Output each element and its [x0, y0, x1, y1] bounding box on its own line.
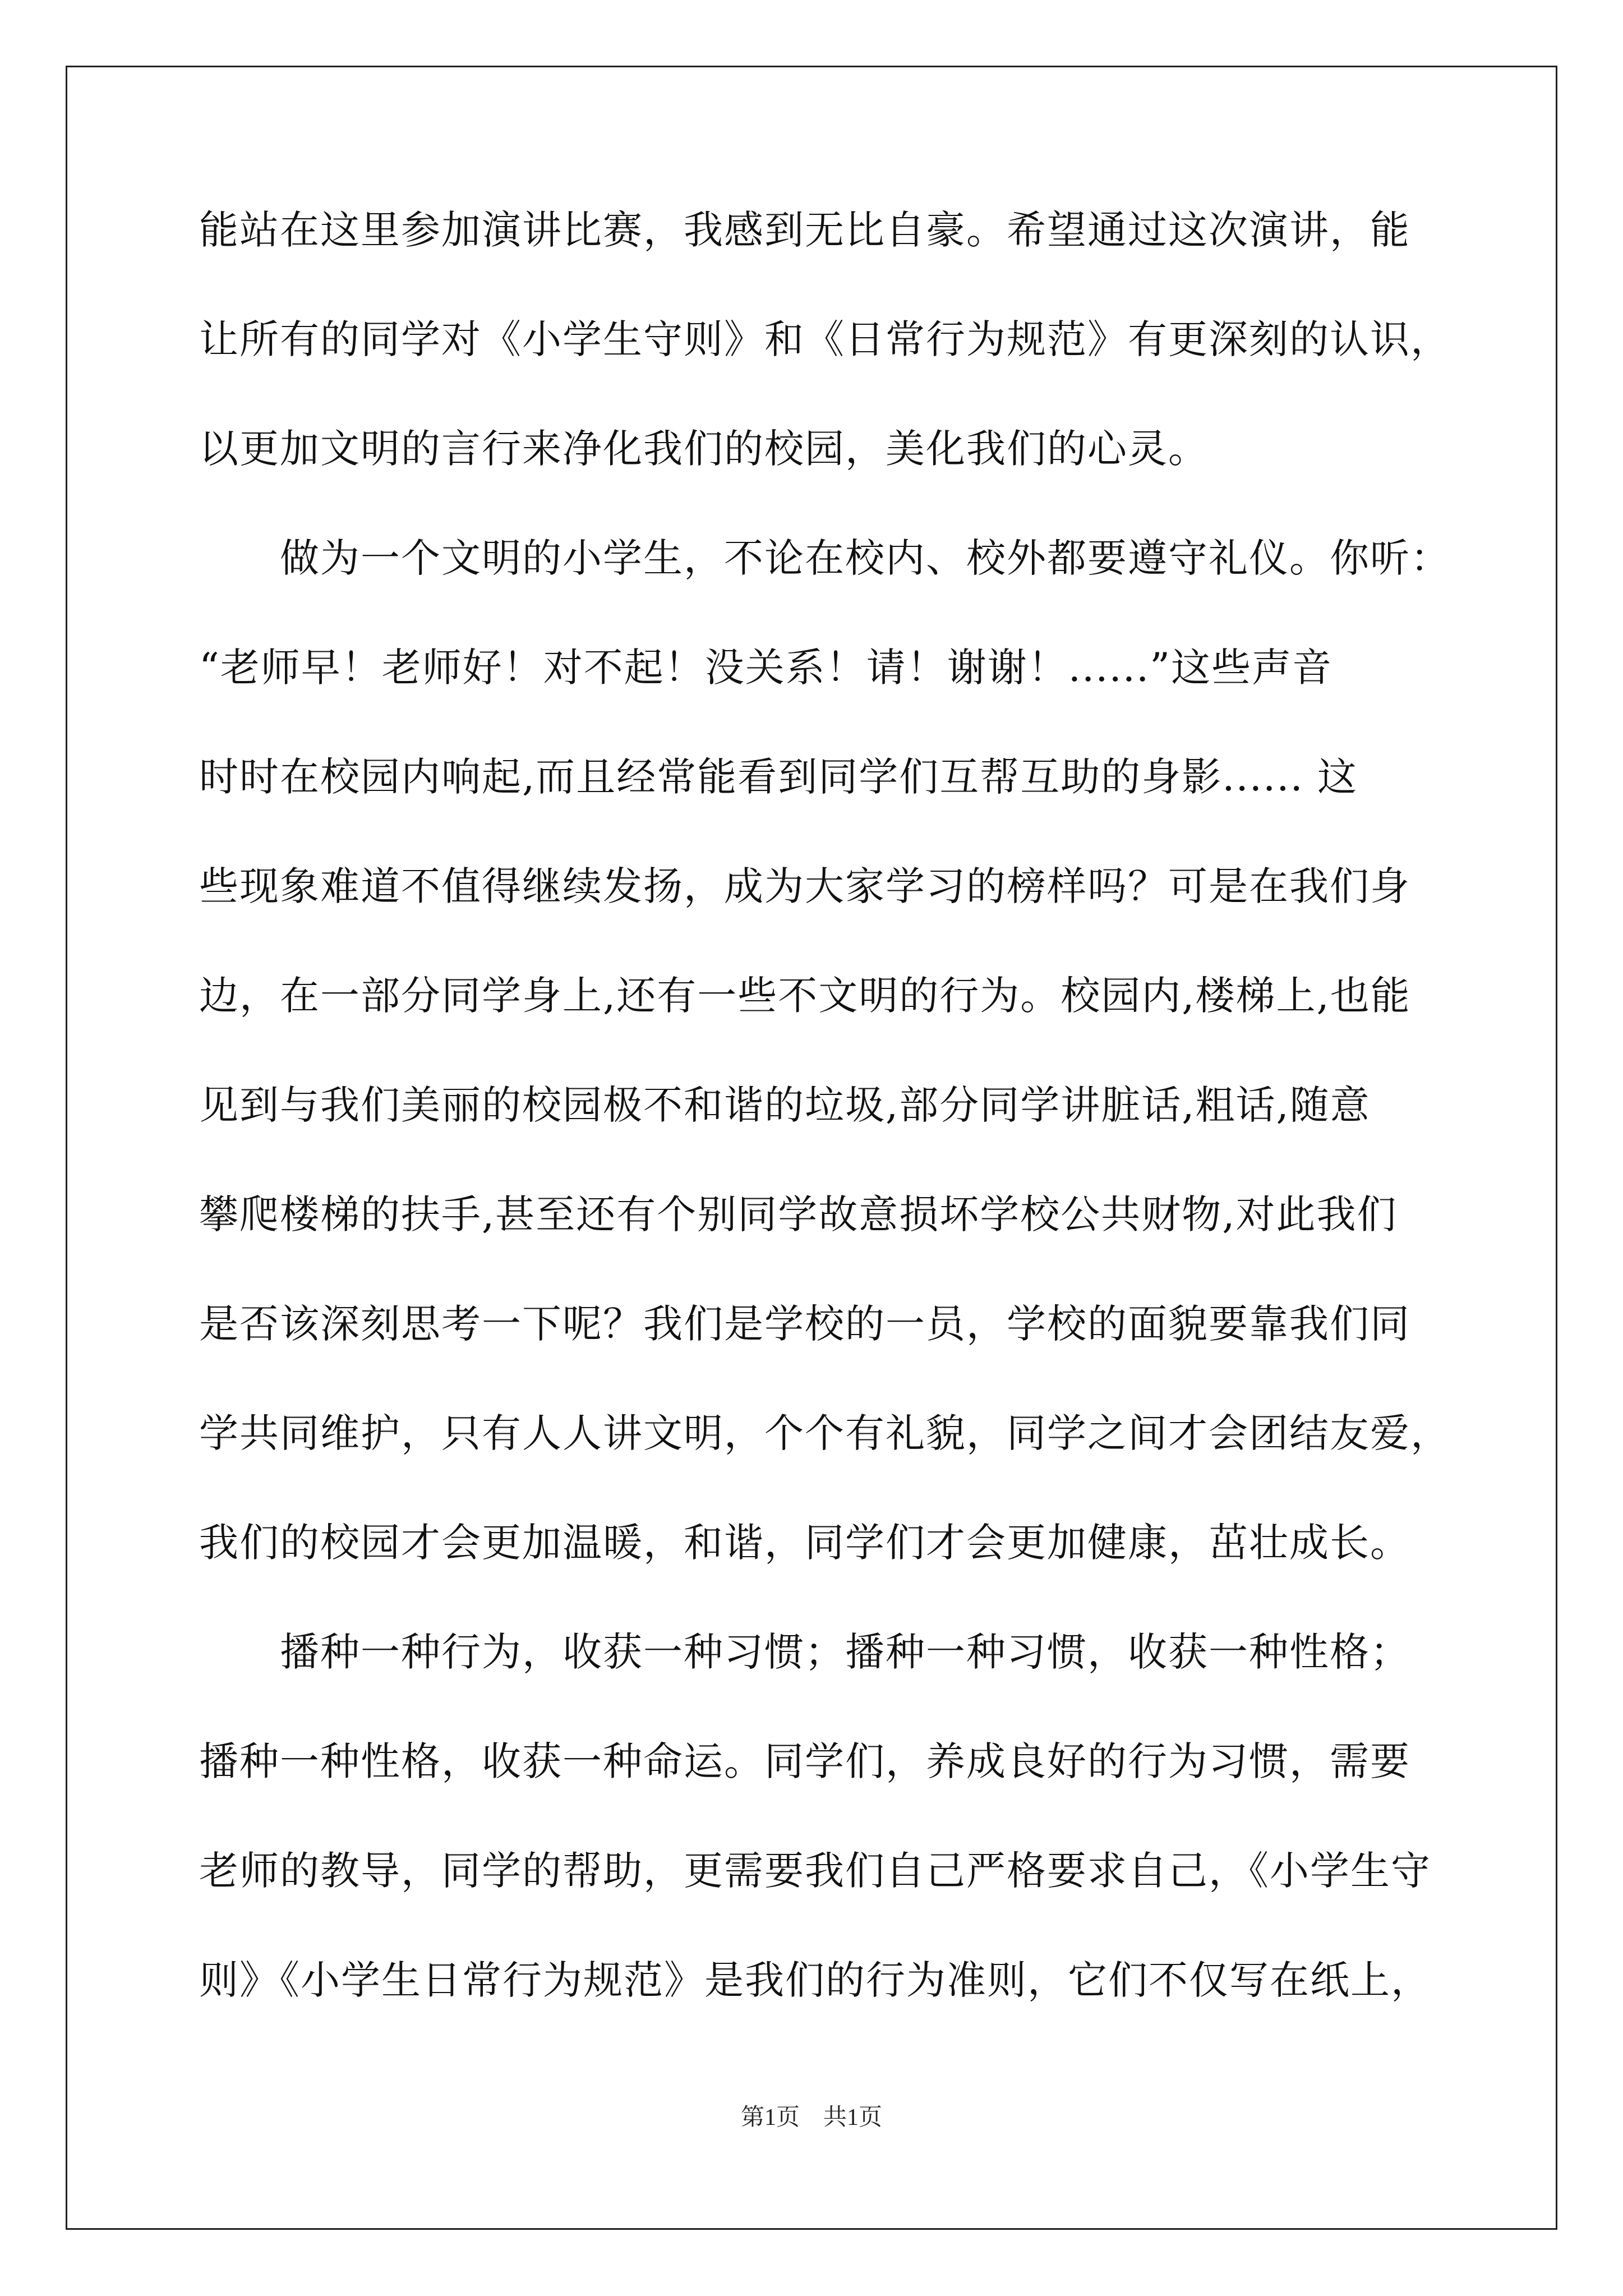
document-body	[199, 208, 1450, 2003]
text-line: 学共同维护，只有人人讲文明，个个有礼貌，同学之间才会团结友爱，	[199, 1410, 1451, 1456]
text-line: 些现象难道不值得继续发扬，成为大家学习的榜样吗？可是在我们身	[199, 863, 1410, 909]
text-line: 见到与我们美丽的校园极不和谐的垃圾,部分同学讲脏话,粗话,随意	[199, 1082, 1371, 1128]
text-line: 能站在这里参加演讲比赛，我感到无比自豪。希望通过这次演讲，能	[199, 207, 1410, 253]
text-line: 时时在校园内响起,而且经常能看到同学们互帮互助的身影...... 这	[199, 754, 1358, 800]
text-line: 播种一种性格，收获一种命运。同学们，养成良好的行为习惯，需要	[199, 1738, 1410, 1784]
text-line: 做为一个文明的小学生，不论在校内、校外都要遵守礼仪。你听：	[199, 535, 1451, 581]
text-line: 以更加文明的言行来净化我们的校园，美化我们的心灵。	[199, 426, 1209, 472]
page-number-footer: 第1页 共1页	[740, 2105, 882, 2131]
text-line: 播种一种行为，收获一种习惯；播种一种习惯，收获一种性格；	[199, 1629, 1410, 1675]
text-line: 老师的教导，同学的帮助，更需要我们自己严格要求自己，《小学生守	[199, 1848, 1431, 1894]
text-line: 是否该深刻思考一下呢？我们是学校的一员，学校的面貌要靠我们同	[199, 1301, 1410, 1347]
text-line: 则》《小学生日常行为规范》是我们的行为准则，它们不仅写在纸上，	[199, 1957, 1431, 2003]
text-line: 边，在一部分同学身上,还有一些不文明的行为。校园内,楼梯上,也能	[199, 973, 1411, 1019]
text-line: “老师早！老师好！对不起！没关系！请！谢谢！......”这些声音	[199, 645, 1333, 691]
text-line: 我们的校园才会更加温暖，和谐，同学们才会更加健康，茁壮成长。	[199, 1520, 1410, 1566]
text-line: 让所有的同学对《小学生守则》和《日常行为规范》有更深刻的认识，	[199, 316, 1451, 362]
text-line: 攀爬楼梯的扶手,甚至还有个别同学故意损坏学校公共财物,对此我们	[199, 1191, 1398, 1237]
